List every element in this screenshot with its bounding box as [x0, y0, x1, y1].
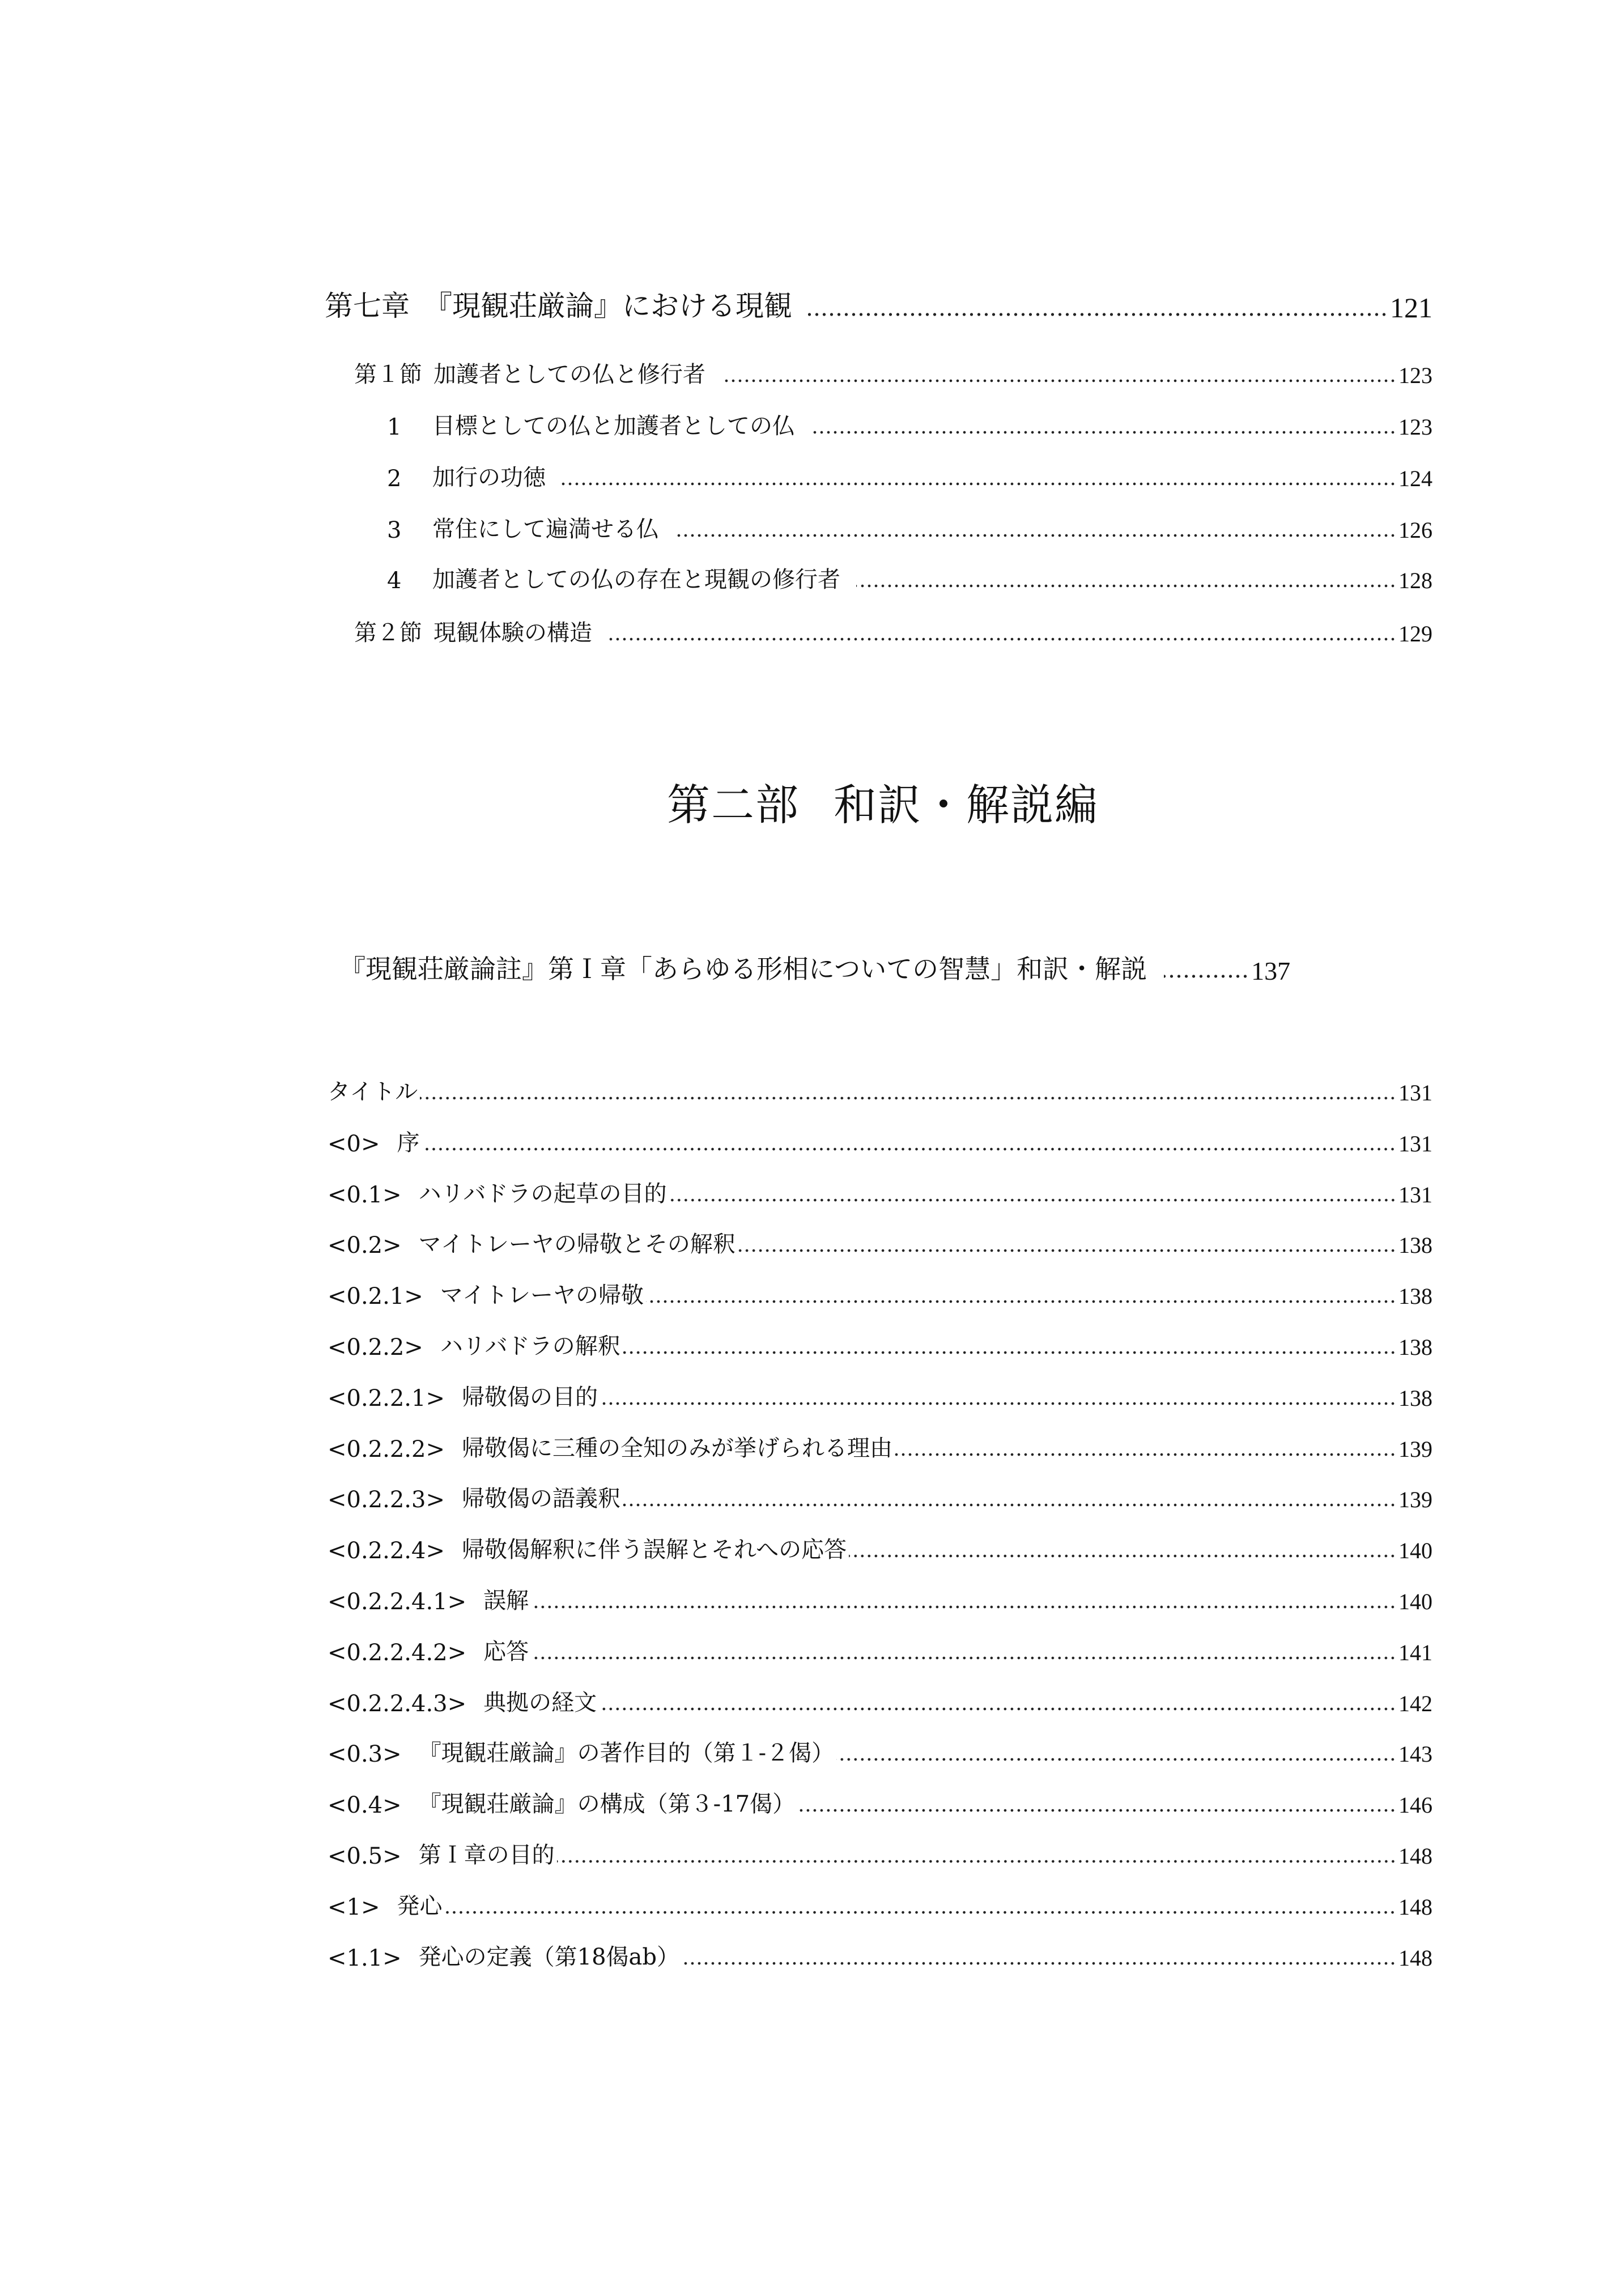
page-number: 143 — [1398, 1741, 1432, 1767]
page-number: 123 — [1398, 363, 1432, 388]
entry-label: <0.2.2.4.2> — [328, 1639, 467, 1666]
entry-title: 誤解 — [483, 1588, 529, 1614]
page-number: 139 — [1398, 1487, 1432, 1513]
entry-label: <0.2> — [328, 1232, 402, 1259]
dot-leader — [444, 1910, 1396, 1915]
toc-entry-row — [328, 1432, 1432, 1462]
page-number: 128 — [1398, 568, 1432, 593]
toc-entry-row — [328, 1279, 1432, 1309]
section-number: 1 — [387, 414, 402, 440]
entry-label: <0.3> — [328, 1741, 402, 1768]
entry-label: <0.4> — [328, 1792, 402, 1819]
entry-title: 典拠の経文 — [483, 1689, 597, 1716]
dot-leader — [797, 1808, 1396, 1813]
page-number: 138 — [1398, 1334, 1432, 1360]
dot-leader — [599, 1707, 1396, 1711]
dot-leader — [1164, 973, 1249, 979]
dot-leader — [856, 584, 1396, 588]
section-title: 現観体験の構造 — [433, 620, 592, 646]
toc-entry-row — [328, 1584, 1432, 1615]
dot-leader — [646, 1299, 1396, 1304]
section-number: 2 — [387, 466, 402, 492]
dot-leader — [422, 1147, 1396, 1151]
entry-label: <0.5> — [328, 1843, 402, 1869]
entry-title: 『現観荘厳論』の構成（第３-17偈） — [418, 1791, 796, 1818]
page-number: 139 — [1398, 1436, 1432, 1462]
toc-entry-row — [328, 1126, 1432, 1157]
toc-entry-row — [328, 1533, 1432, 1564]
dot-leader — [669, 1198, 1396, 1202]
entry-title: 『現観荘厳論』の著作目的（第１-２偈） — [418, 1740, 835, 1767]
page-number: 140 — [1398, 1538, 1432, 1564]
toc-entry-row — [328, 1686, 1432, 1717]
entry-title: 帰敬偈に三種の全知のみが挙げられる理由 — [461, 1435, 892, 1461]
page-number: 137 — [1251, 956, 1291, 985]
dot-leader — [738, 1248, 1396, 1253]
entry-title: 応答 — [483, 1638, 529, 1665]
section-title: 加行の功徳 — [432, 465, 546, 491]
page-number: 123 — [1398, 414, 1432, 440]
part-title: 和訳・解説編 — [834, 780, 1099, 830]
toc-entry-row — [328, 1482, 1432, 1513]
toc-entry-row — [328, 1788, 1432, 1818]
dot-leader — [600, 1401, 1396, 1406]
dot-leader — [849, 1554, 1396, 1558]
page-number: 124 — [1398, 466, 1432, 491]
page-number: 141 — [1398, 1639, 1432, 1665]
dot-leader — [608, 637, 1396, 641]
section-number: 3 — [387, 517, 402, 543]
dot-leader — [811, 430, 1396, 435]
entry-title: マイトレーヤの帰敬とその解釈 — [418, 1231, 736, 1258]
entry-label: <1.1> — [328, 1945, 402, 1971]
page-number: 126 — [1398, 517, 1432, 543]
toc-section-row — [387, 410, 1432, 440]
dot-leader — [562, 482, 1396, 486]
dot-leader — [420, 1096, 1396, 1100]
entry-title: 帰敬偈の語義釈 — [461, 1486, 620, 1512]
dot-leader — [557, 1859, 1396, 1864]
toc-section-row — [387, 563, 1432, 594]
entry-title: マイトレーヤの帰敬 — [440, 1282, 644, 1309]
toc-section-row — [354, 358, 1432, 389]
dot-leader — [675, 533, 1396, 538]
page-number: 121 — [1390, 292, 1432, 324]
entry-title: 帰敬偈の目的 — [461, 1384, 598, 1410]
entry-label: <0.2.2.4> — [328, 1538, 445, 1564]
part-heading — [0, 771, 1624, 832]
dot-leader — [836, 1757, 1396, 1762]
entry-title: 発心の定義（第18偈ab） — [418, 1944, 680, 1970]
entry-title: ハリバドラの解釈 — [440, 1333, 620, 1359]
page-number: 140 — [1398, 1589, 1432, 1614]
entry-label: <0> — [328, 1130, 380, 1157]
toc-entry-row — [328, 1635, 1432, 1666]
section-number: 第１節 — [354, 362, 422, 388]
entry-title: タイトル — [328, 1079, 418, 1105]
toc-entry-row — [328, 1737, 1432, 1767]
entry-label: <0.2.2.3> — [328, 1487, 445, 1513]
entry-label: <0.2.2.4.1> — [328, 1589, 467, 1615]
commentary-heading — [339, 952, 1432, 986]
page-number: 131 — [1398, 1080, 1432, 1106]
chapter-title: 第七章 『現観荘厳論』における現観 — [325, 290, 792, 322]
entry-label: <0.2.2> — [328, 1334, 423, 1360]
toc-entry-row — [328, 1941, 1432, 1971]
entry-title: 第Ｉ章の目的 — [418, 1842, 555, 1868]
section-number: 第２節 — [354, 620, 422, 646]
dot-leader — [623, 1503, 1396, 1507]
page-number: 138 — [1398, 1283, 1432, 1309]
entry-label: <1> — [328, 1894, 380, 1920]
entry-title: 帰敬偈解釈に伴う誤解とそれへの応答 — [461, 1537, 847, 1563]
toc-section-row — [387, 461, 1432, 492]
page-number: 138 — [1398, 1385, 1432, 1411]
toc-entry-row — [328, 1839, 1432, 1869]
page-number: 146 — [1398, 1792, 1432, 1818]
section-title: 常住にして遍満せる仏 — [432, 516, 659, 542]
entry-title: ハリバドラの起草の目的 — [418, 1180, 667, 1207]
dot-leader — [623, 1350, 1396, 1355]
page-number: 131 — [1398, 1130, 1432, 1156]
page-number: 129 — [1398, 621, 1432, 647]
chapter-7-heading — [325, 288, 1432, 324]
section-title: 目標としての仏と加護者としての仏 — [432, 413, 795, 439]
toc-section-row — [387, 513, 1432, 543]
dot-leader — [531, 1605, 1396, 1609]
toc-entry-row — [328, 1228, 1432, 1258]
entry-label: <0.2.2.4.3> — [328, 1690, 467, 1717]
page-number: 148 — [1398, 1945, 1432, 1971]
dot-leader — [721, 379, 1396, 383]
toc-entry-row — [328, 1075, 1432, 1106]
dot-leader — [895, 1452, 1396, 1457]
section-title: 加護者としての仏の存在と現観の修行者 — [432, 567, 840, 593]
toc-entry-row — [328, 1330, 1432, 1360]
entry-label: <0.2.2.2> — [328, 1436, 445, 1462]
section-title: 加護者としての仏と修行者 — [433, 362, 705, 388]
commentary-title: 『現観荘厳論註』第Ｉ章「あらゆる形相についての智慧」和訳・解説 — [339, 954, 1147, 984]
toc-entry-row — [328, 1381, 1432, 1411]
toc-entry-row — [328, 1177, 1432, 1208]
dot-leader — [531, 1656, 1396, 1660]
entry-title: 発心 — [397, 1893, 443, 1919]
toc-section-row — [354, 616, 1432, 647]
page-number: 138 — [1398, 1232, 1432, 1258]
page-number: 148 — [1398, 1894, 1432, 1920]
page-number: 148 — [1398, 1843, 1432, 1869]
page-number: 142 — [1398, 1690, 1432, 1716]
dot-leader — [682, 1961, 1396, 1966]
entry-title: 序 — [397, 1129, 420, 1156]
toc-entry-row — [328, 1890, 1432, 1920]
entry-label: <0.1> — [328, 1181, 402, 1208]
dot-leader — [808, 312, 1388, 317]
entry-label: <0.2.2.1> — [328, 1385, 445, 1411]
entry-label: <0.2.1> — [328, 1283, 423, 1310]
section-number: 4 — [387, 568, 402, 594]
page-number: 131 — [1398, 1181, 1432, 1207]
part-number: 第二部 — [667, 780, 800, 830]
